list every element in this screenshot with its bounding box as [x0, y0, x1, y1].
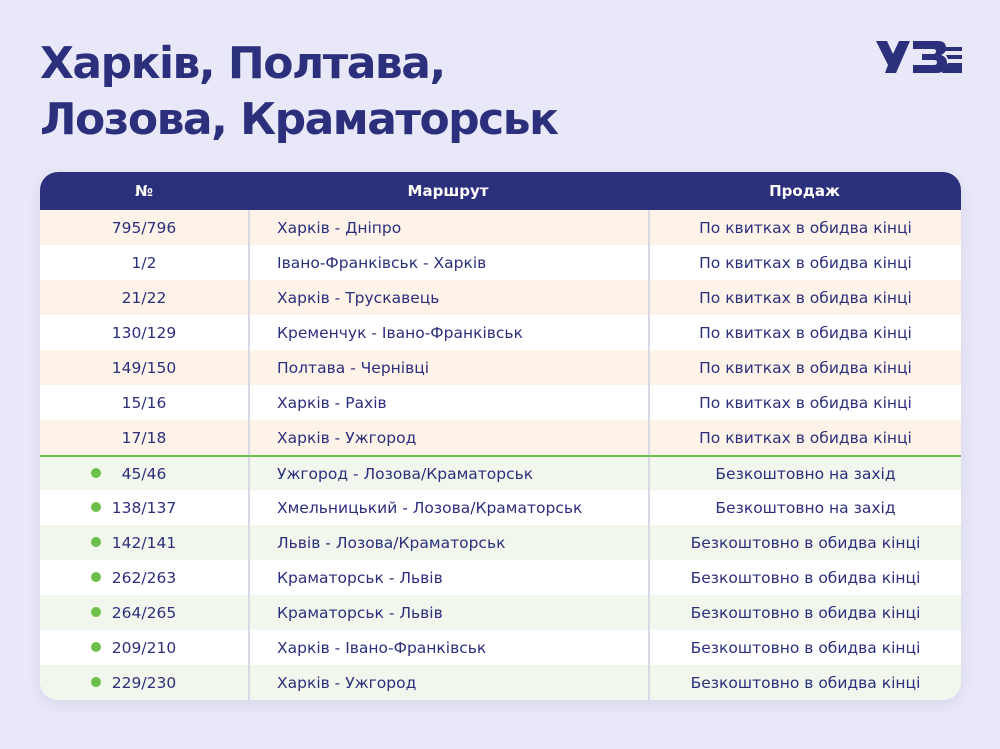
header-route: Маршрут — [407, 182, 489, 200]
cell-train-number — [40, 457, 248, 490]
cell-sale: По квитках в обидва кінці — [648, 385, 961, 420]
cell-train-number — [40, 560, 248, 595]
cell-train-number — [40, 350, 248, 385]
cell-route: Львів - Лозова/Краматорськ — [248, 525, 648, 560]
cell-train-number — [40, 420, 248, 455]
header-sale: Продаж — [769, 182, 840, 200]
cell-route: Харків - Дніпро — [248, 210, 648, 245]
table-row — [40, 315, 961, 350]
cell-route: Харків - Ужгород — [248, 665, 648, 700]
table-row — [40, 420, 961, 455]
cell-sale: Безкоштовно в обидва кінці — [648, 525, 961, 560]
table-row — [40, 595, 961, 630]
cell-sale: По квитках в обидва кінці — [648, 280, 961, 315]
green-dot-icon — [91, 642, 101, 652]
cell-sale: Безкоштовно в обидва кінці — [648, 665, 961, 700]
cell-sale: Безкоштовно на захід — [648, 490, 961, 525]
train-number-text: 1/2 — [131, 253, 157, 272]
train-number-text: 149/150 — [111, 358, 177, 377]
header-number: № — [134, 182, 154, 200]
table-header — [40, 172, 961, 210]
table-row — [40, 350, 961, 385]
cell-train-number — [40, 665, 248, 700]
cell-train-number — [40, 315, 248, 350]
cell-train-number — [40, 595, 248, 630]
cell-route: Полтава - Чернівці — [248, 350, 648, 385]
train-number-text: 142/141 — [111, 533, 177, 552]
table-row — [40, 245, 961, 280]
cell-train-number — [40, 385, 248, 420]
cell-sale: Безкоштовно в обидва кінці — [648, 630, 961, 665]
table-row — [40, 455, 961, 490]
cell-sale: Безкоштовно в обидва кінці — [648, 595, 961, 630]
cell-route: Ужгород - Лозова/Краматорськ — [248, 457, 648, 490]
table-row — [40, 525, 961, 560]
cell-route: Харків - Трускавець — [248, 280, 648, 315]
uz-logo-icon — [876, 41, 962, 73]
cell-sale: Безкоштовно в обидва кінці — [648, 560, 961, 595]
train-number-text: 17/18 — [121, 428, 167, 447]
table-row — [40, 385, 961, 420]
cell-sale: По квитках в обидва кінці — [648, 210, 961, 245]
table-row — [40, 490, 961, 525]
table-row — [40, 630, 961, 665]
cell-route: Івано-Франківськ - Харків — [248, 245, 648, 280]
cell-route: Харків - Івано-Франківськ — [248, 630, 648, 665]
cell-sale: Безкоштовно на захід — [648, 457, 961, 490]
cell-route: Краматорськ - Львів — [248, 560, 648, 595]
cell-train-number — [40, 490, 248, 525]
table-row — [40, 280, 961, 315]
cell-train-number — [40, 280, 248, 315]
train-number-text: 209/210 — [111, 638, 177, 657]
cell-route: Хмельницький - Лозова/Краматорськ — [248, 490, 648, 525]
cell-sale: По квитках в обидва кінці — [648, 245, 961, 280]
train-number-text: 138/137 — [111, 498, 177, 517]
table-row — [40, 560, 961, 595]
cell-train-number — [40, 525, 248, 560]
train-number-text: 229/230 — [111, 673, 177, 692]
train-number-text: 795/796 — [111, 218, 177, 237]
cell-train-number — [40, 245, 248, 280]
cell-route: Харків - Ужгород — [248, 420, 648, 455]
table-row — [40, 210, 961, 245]
title-line-1: Харків, Полтава, — [40, 38, 445, 89]
train-number-text: 264/265 — [111, 603, 177, 622]
title-line-2: Лозова, Краматорськ — [40, 94, 558, 145]
routes-table — [40, 172, 961, 700]
train-number-text: 130/129 — [111, 323, 177, 342]
cell-train-number — [40, 630, 248, 665]
page-title — [40, 36, 557, 148]
cell-train-number — [40, 210, 248, 245]
green-dot-icon — [91, 537, 101, 547]
green-dot-icon — [91, 677, 101, 687]
train-number-text: 15/16 — [121, 393, 167, 412]
cell-sale: По квитках в обидва кінці — [648, 315, 961, 350]
train-number-text: 21/22 — [121, 288, 167, 307]
green-dot-icon — [91, 572, 101, 582]
green-dot-icon — [91, 502, 101, 512]
cell-sale: По квитках в обидва кінці — [648, 420, 961, 455]
train-number-text: 45/46 — [121, 464, 167, 483]
green-dot-icon — [91, 468, 101, 478]
table-row — [40, 665, 961, 700]
cell-route: Харків - Рахів — [248, 385, 648, 420]
cell-sale: По квитках в обидва кінці — [648, 350, 961, 385]
green-dot-icon — [91, 607, 101, 617]
cell-route: Кременчук - Івано-Франківськ — [248, 315, 648, 350]
train-number-text: 262/263 — [111, 568, 177, 587]
table-body — [40, 210, 961, 700]
cell-route: Краматорськ - Львів — [248, 595, 648, 630]
